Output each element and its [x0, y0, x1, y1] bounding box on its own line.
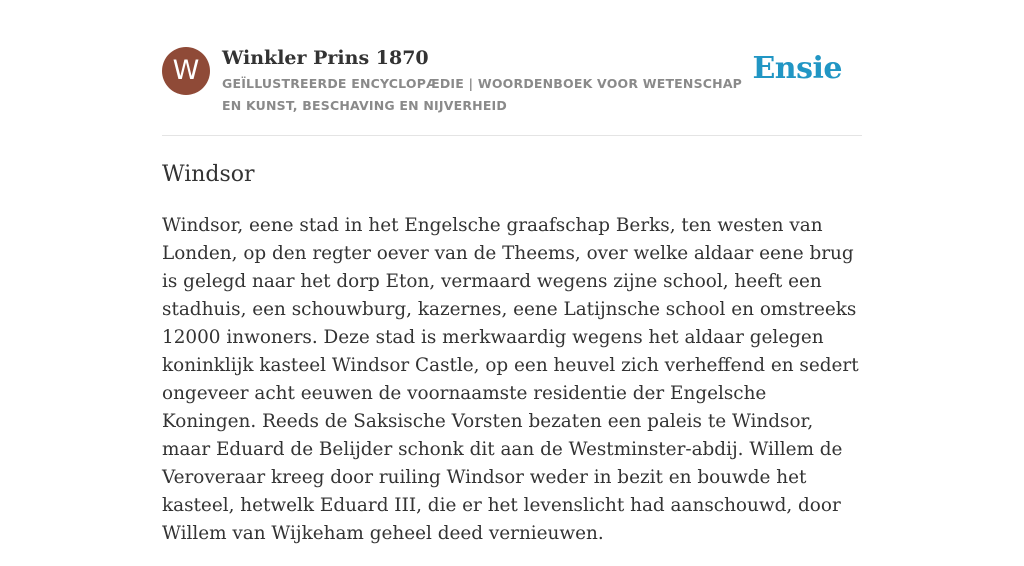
source-header	[162, 46, 862, 136]
content-container	[162, 46, 862, 566]
source-title[interactable]: Winkler Prins 1870	[222, 47, 429, 69]
entry-body: Windsor, eene stad in het Engelsche graafschap Berks, ten westen van Londen, op den regter oever van de Theems, over welke aldaar eene brug is gelegd naar het dorp Eton, vermaard wegens zijne school, heeft een stadhuis, een schouwburg, kazernes, eene Latijnsche school en omstreeks 12000 inwoners. Deze stad is merkwaardig wegens het aldaar gelegen koninklijk kasteel Windsor Castle, op een heuvel zich verheffend en sedert ongeveer acht eeuwen de voornaamste residentie der Engelsche Koningen. Reeds de Saksische Vorsten bezaten een paleis te Windsor, maar Eduard de Belijder schonk dit aan de Westminster-abdij. Willem de Veroveraar kreeg door ruiling Windsor weder in bezit en bouwde het kasteel, hetwelk Eduard III, die er het levenslicht had aanschouwd, door Willem van Wijkeham geheel deed vernieuwen.	[162, 215, 859, 544]
source-info	[222, 46, 752, 117]
source-avatar[interactable]: W	[162, 47, 210, 95]
ensie-logo[interactable]: Ensie	[752, 51, 842, 86]
source-subtitle: GEÏLLUSTREERDE ENCYCLOPÆDIE | WOORDENBOEK VOOR WETENSCHAP EN KUNST, BESCHAVING EN NIJVERHEID	[222, 76, 743, 113]
entry-title: Windsor	[162, 162, 255, 187]
